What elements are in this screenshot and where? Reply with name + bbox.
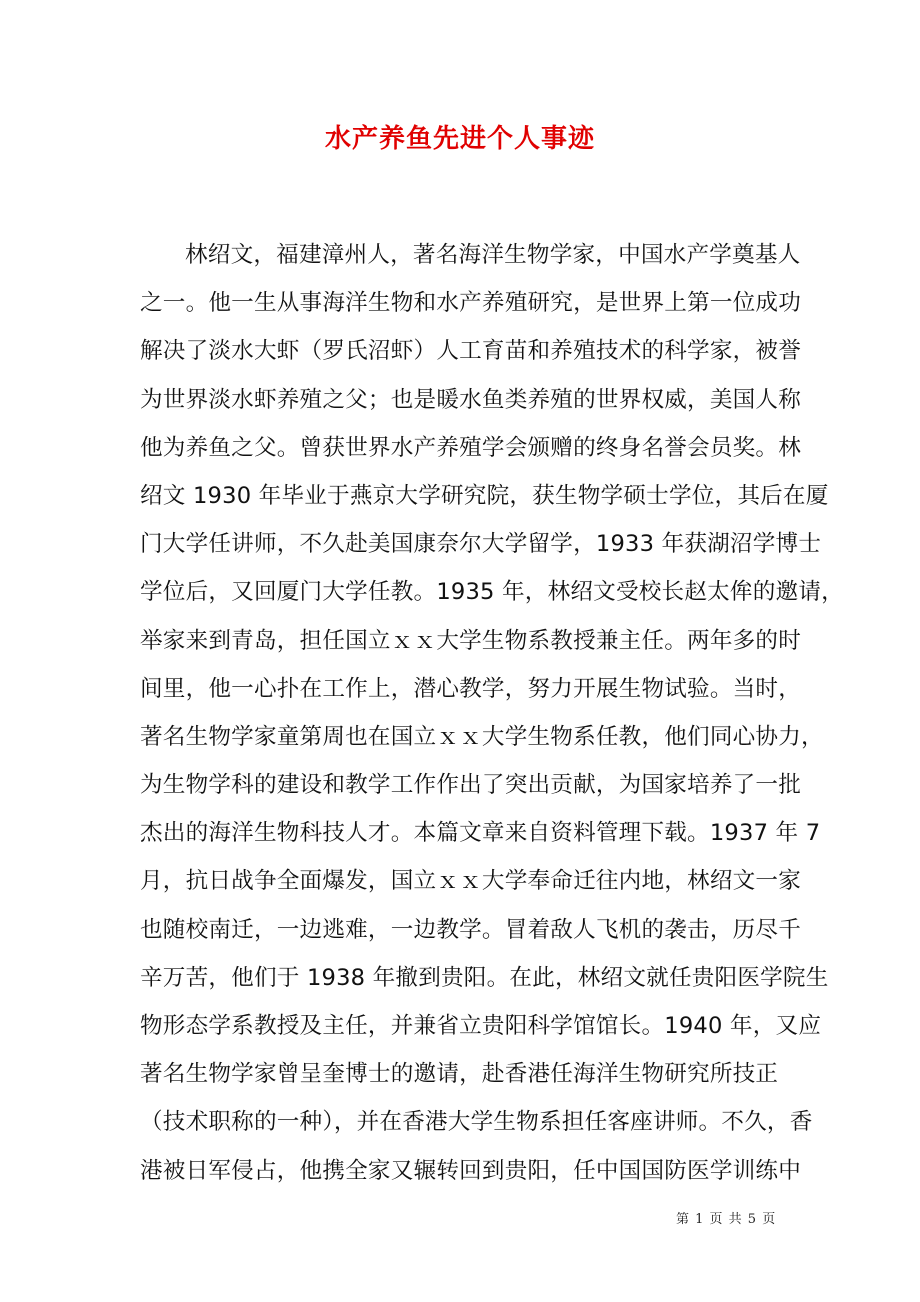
paragraph-line: 举家来到青岛，担任国立ｘｘ大学生物系教授兼主任。两年多的时 [140,627,802,654]
paragraph-line: 辛万苦，他们于 1938 年撤到贵阳。在此，林绍文就任贵阳医学院生 [140,964,829,991]
paragraph-line: （技术职称的一种），并在香港大学生物系担任客座讲师。不久，香 [140,1109,813,1136]
paragraph-line: 他为养鱼之父。曾获世界水产养殖学会颁赠的终身名誉会员奖。林 [140,434,802,461]
paragraph-line: 解决了淡水大虾（罗氏沼虾）人工育苗和养殖技术的科学家，被誉 [140,338,802,365]
paragraph-line: 绍文 1930 年毕业于燕京大学研究院，获生物学硕士学位，其后在厦 [140,482,829,509]
paragraph-line: 著名生物学家曾呈奎博士的邀请，赴香港任海洋生物研究所技正 [140,1061,779,1088]
paragraph-line: 为世界淡水虾养殖之父；也是暖水鱼类养殖的世界权威，美国人称 [140,386,802,413]
paragraph-line: 港被日军侵占，他携全家又辗转回到贵阳，任中国国防医学训练中 [140,1157,802,1184]
paragraph-line: 物形态学系教授及主任，并兼省立贵阳科学馆馆长。1940 年，又应 [140,1013,822,1039]
paragraph-line: 杰出的海洋生物科技人才。本篇文章来自资料管理下载。1937 年 7 [140,820,821,847]
paragraph-line: 月，抗日战争全面爆发，国立ｘｘ大学奉命迁往内地，林绍文一家 [140,868,802,895]
paragraph-line: 之一。他一生从事海洋生物和水产养殖研究，是世界上第一位成功 [140,290,802,317]
paragraph-line: 著名生物学家童第周也在国立ｘｘ大学生物系任教，他们同心协力， [140,723,824,750]
paragraph-line: 林绍文，福建漳州人，著名海洋生物学家，中国水产学奠基人 [185,242,801,268]
document-title: 水产养鱼先进个人事迹 [324,124,595,154]
paragraph-line: 间里，他一心扑在工作上，潜心教学，努力开展生物试验。当时， [140,675,802,702]
document-body [140,236,844,1200]
paragraph-line: 为生物学科的建设和教学工作作出了突出贡献，为国家培养了一批 [140,772,802,799]
paragraph-line: 门大学任讲师，不久赴美国康奈尔大学留学，1933 年获湖沼学博士 [140,531,822,558]
paragraph-line: 学位后，又回厦门大学任教。1935 年，林绍文受校长赵太侔的邀请， [140,579,844,606]
page-number: 第 1 页 共 5 页 [676,1212,777,1227]
paragraph-line: 也随校南迁，一边逃难，一边教学。冒着敌人飞机的袭击，历尽千 [140,916,802,943]
